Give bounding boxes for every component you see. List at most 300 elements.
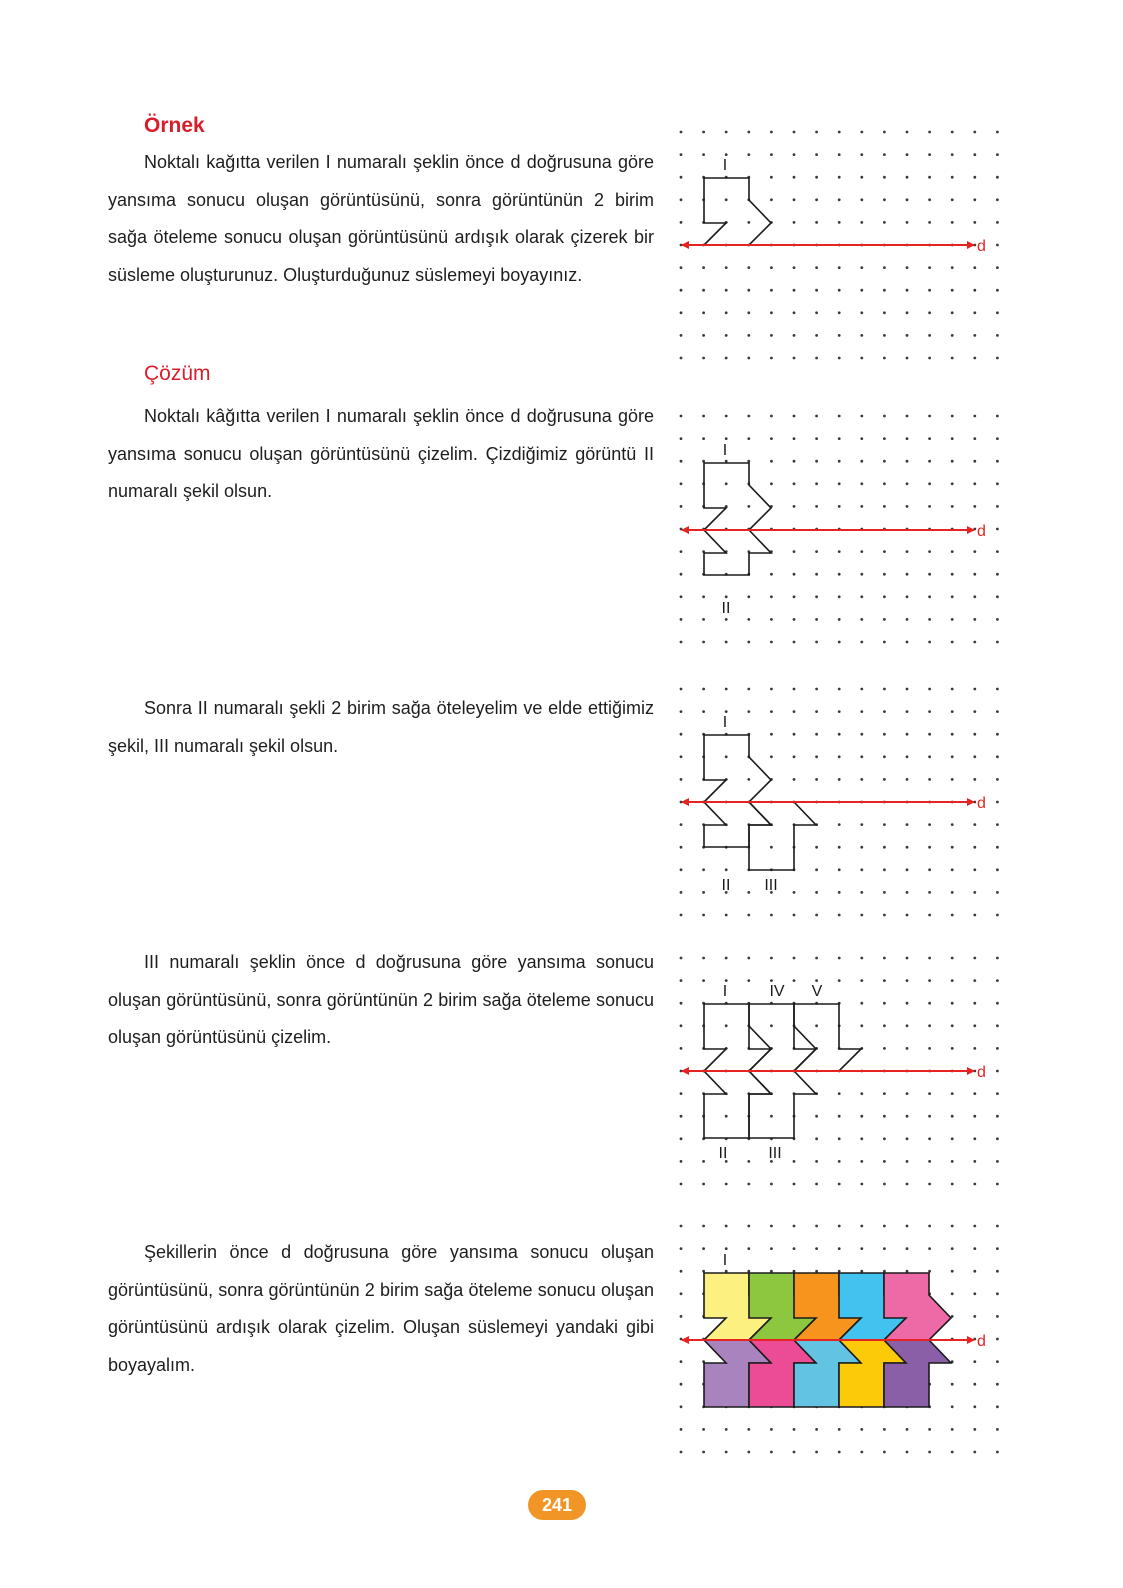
grid-dot — [838, 957, 841, 960]
grid-dot — [996, 334, 999, 337]
grid-dot — [951, 1183, 954, 1186]
grid-dot — [860, 755, 863, 758]
grid-dot — [793, 641, 796, 644]
grid-dot — [906, 846, 909, 849]
grid-dot — [680, 801, 683, 804]
grid-dot — [680, 823, 683, 826]
grid-dot — [770, 979, 773, 982]
grid-dot — [702, 460, 705, 463]
grid-dot — [928, 437, 931, 440]
grid-dot — [793, 979, 796, 982]
grid-dot — [747, 641, 750, 644]
grid-dot — [815, 755, 818, 758]
grid-dot — [770, 131, 773, 134]
grid-dot — [860, 437, 863, 440]
grid-dot — [770, 914, 773, 917]
grid-dot — [973, 221, 976, 224]
grid-dot — [973, 1024, 976, 1027]
grid-dot — [793, 437, 796, 440]
grid-dot — [725, 415, 728, 418]
grid-dot — [951, 1092, 954, 1095]
figure-5-top-tile-5 — [884, 1273, 951, 1340]
figure-4-shape-I — [704, 1004, 771, 1071]
grid-dot — [815, 153, 818, 156]
grid-dot — [747, 688, 750, 691]
grid-dot — [996, 1002, 999, 1005]
figure-1-label-I: I — [722, 157, 728, 174]
grid-dot — [838, 823, 841, 826]
grid-dot — [747, 266, 750, 269]
grid-dot — [883, 1137, 886, 1140]
grid-dot — [928, 957, 931, 960]
grid-dot — [838, 710, 841, 713]
grid-dot — [747, 710, 750, 713]
grid-dot — [996, 437, 999, 440]
grid-dot — [860, 846, 863, 849]
grid-dot — [906, 1183, 909, 1186]
grid-dot — [680, 1160, 683, 1163]
grid-dot — [973, 957, 976, 960]
grid-dot — [951, 1383, 954, 1386]
grid-dot — [838, 289, 841, 292]
grid-dot — [951, 846, 954, 849]
example-text: Noktalı kağıtta verilen I numaralı şeklin önce d doğrusuna göre yansıma sonucu oluşan görüntüsünü, sonra görüntünün 2 birim sağa öteleme sonucu oluşan görüntüsünü ardışık olarak çizerek bir süsleme oluşturunuz. Oluşturduğunuz süslemeyi boyayınız. — [108, 152, 654, 285]
grid-dot — [860, 733, 863, 736]
grid-dot — [725, 1270, 728, 1273]
grid-dot — [815, 221, 818, 224]
grid-dot — [680, 914, 683, 917]
grid-dot — [928, 1092, 931, 1095]
grid-dot — [906, 1225, 909, 1228]
grid-dot — [680, 437, 683, 440]
grid-dot — [996, 1024, 999, 1027]
grid-dot — [793, 755, 796, 758]
grid-dot — [973, 846, 976, 849]
grid-dot — [770, 573, 773, 576]
grid-dot — [815, 1115, 818, 1118]
grid-dot — [725, 1247, 728, 1250]
figure-5-label-I: I — [722, 1252, 728, 1269]
grid-dot — [725, 153, 728, 156]
grid-dot — [725, 266, 728, 269]
grid-dot — [996, 221, 999, 224]
grid-dot — [725, 131, 728, 134]
grid-dot — [680, 1137, 683, 1140]
grid-dot — [815, 957, 818, 960]
grid-dot — [747, 1183, 750, 1186]
grid-dot — [996, 482, 999, 485]
grid-dot — [770, 1024, 773, 1027]
grid-dot — [973, 1315, 976, 1318]
grid-dot — [906, 334, 909, 337]
grid-dot — [793, 415, 796, 418]
grid-dot — [928, 891, 931, 894]
grid-dot — [906, 1247, 909, 1250]
grid-dot — [680, 1360, 683, 1363]
grid-dot — [747, 1451, 750, 1454]
grid-dot — [906, 198, 909, 201]
grid-dot — [725, 1451, 728, 1454]
grid-dot — [996, 710, 999, 713]
grid-dot — [928, 289, 931, 292]
grid-dot — [838, 460, 841, 463]
grid-dot — [883, 1024, 886, 1027]
grid-dot — [838, 357, 841, 360]
grid-dot — [680, 131, 683, 134]
grid-dot — [680, 415, 683, 418]
grid-dot — [860, 460, 863, 463]
grid-dot — [860, 891, 863, 894]
grid-dot — [838, 914, 841, 917]
grid-dot — [906, 618, 909, 621]
grid-dot — [883, 357, 886, 360]
grid-dot — [906, 460, 909, 463]
grid-dot — [951, 957, 954, 960]
grid-dot — [996, 176, 999, 179]
grid-dot — [680, 198, 683, 201]
grid-dot — [928, 176, 931, 179]
grid-dot — [793, 311, 796, 314]
grid-dot — [860, 482, 863, 485]
grid-dot — [928, 1024, 931, 1027]
grid-dot — [906, 1270, 909, 1273]
grid-dot — [996, 846, 999, 849]
grid-dot — [702, 357, 705, 360]
grid-dot — [770, 198, 773, 201]
grid-dot — [951, 482, 954, 485]
grid-dot — [770, 957, 773, 960]
grid-dot — [702, 1183, 705, 1186]
grid-dot — [973, 1247, 976, 1250]
grid-dot — [702, 311, 705, 314]
grid-dot — [996, 1428, 999, 1431]
grid-dot — [951, 755, 954, 758]
grid-dot — [680, 289, 683, 292]
grid-dot — [883, 846, 886, 849]
grid-dot — [702, 289, 705, 292]
grid-dot — [815, 914, 818, 917]
grid-dot — [973, 710, 976, 713]
grid-dot — [747, 505, 750, 508]
grid-dot — [815, 1451, 818, 1454]
grid-dot — [906, 437, 909, 440]
grid-dot — [747, 460, 750, 463]
grid-dot — [702, 1270, 705, 1273]
grid-dot — [973, 334, 976, 337]
grid-dot — [883, 460, 886, 463]
grid-dot — [973, 891, 976, 894]
grid-dot — [951, 868, 954, 871]
grid-dot — [928, 618, 931, 621]
grid-dot — [702, 437, 705, 440]
grid-dot — [883, 505, 886, 508]
grid-dot — [815, 1247, 818, 1250]
grid-dot — [815, 846, 818, 849]
grid-dot — [815, 1225, 818, 1228]
grid-dot — [747, 778, 750, 781]
grid-dot — [860, 415, 863, 418]
grid-dot — [860, 595, 863, 598]
grid-dot — [680, 710, 683, 713]
grid-dot — [838, 1270, 841, 1273]
grid-dot — [747, 334, 750, 337]
grid-dot — [770, 1451, 773, 1454]
grid-dot — [680, 846, 683, 849]
grid-dot — [996, 957, 999, 960]
grid-dot — [747, 221, 750, 224]
grid-dot — [680, 1315, 683, 1318]
grid-dot — [883, 415, 886, 418]
grid-dot — [906, 289, 909, 292]
grid-dot — [883, 1428, 886, 1431]
grid-dot — [951, 1451, 954, 1454]
grid-dot — [702, 979, 705, 982]
grid-dot — [973, 1383, 976, 1386]
grid-dot — [725, 1428, 728, 1431]
grid-dot — [680, 1047, 683, 1050]
grid-dot — [928, 550, 931, 553]
grid-dot — [838, 550, 841, 553]
grid-dot — [906, 131, 909, 134]
grid-dot — [951, 1270, 954, 1273]
grid-dot — [838, 778, 841, 781]
grid-dot — [906, 357, 909, 360]
grid-dot — [883, 131, 886, 134]
figure-2 — [680, 415, 999, 644]
grid-dot — [996, 641, 999, 644]
grid-dot — [951, 1225, 954, 1228]
grid-dot — [770, 415, 773, 418]
grid-dot — [973, 1270, 976, 1273]
grid-dot — [973, 311, 976, 314]
grid-dot — [883, 176, 886, 179]
solution-step-4: Şekillerin önce d doğrusuna göre yansıma sonucu oluşan görüntüsünü, sonra görüntünün 2 birim sağa öteleme sonucu oluşan görüntüsünü ardışık olarak çizelim. Oluşan süslemeyi yandaki gibi boyayalım. — [108, 1242, 654, 1375]
grid-dot — [838, 1247, 841, 1250]
grid-dot — [951, 266, 954, 269]
grid-dot — [815, 550, 818, 553]
grid-dot — [838, 153, 841, 156]
figure-5 — [680, 1225, 999, 1454]
grid-dot — [973, 688, 976, 691]
grid-dot — [680, 1225, 683, 1228]
grid-dot — [815, 176, 818, 179]
grid-dot — [860, 573, 863, 576]
grid-dot — [770, 733, 773, 736]
grid-dot — [860, 957, 863, 960]
grid-dot — [770, 1225, 773, 1228]
grid-dot — [702, 334, 705, 337]
grid-dot — [793, 914, 796, 917]
grid-dot — [860, 1451, 863, 1454]
grid-dot — [747, 131, 750, 134]
grid-dot — [793, 618, 796, 621]
grid-dot — [680, 334, 683, 337]
grid-dot — [996, 1137, 999, 1140]
grid-dot — [815, 266, 818, 269]
grid-dot — [815, 482, 818, 485]
grid-dot — [793, 357, 796, 360]
example-heading: Örnek — [144, 114, 205, 137]
grid-dot — [973, 1137, 976, 1140]
grid-dot — [996, 1115, 999, 1118]
figure-3 — [680, 688, 999, 917]
grid-dot — [906, 221, 909, 224]
grid-dot — [793, 688, 796, 691]
grid-dot — [770, 266, 773, 269]
grid-dot — [680, 1024, 683, 1027]
grid-dot — [906, 573, 909, 576]
grid-dot — [747, 595, 750, 598]
grid-dot — [747, 311, 750, 314]
grid-dot — [680, 1451, 683, 1454]
grid-dot — [725, 755, 728, 758]
grid-dot — [883, 482, 886, 485]
grid-dot — [860, 688, 863, 691]
grid-dot — [996, 755, 999, 758]
grid-dot — [883, 1225, 886, 1228]
grid-dot — [883, 311, 886, 314]
grid-dot — [725, 868, 728, 871]
grid-dot — [951, 778, 954, 781]
grid-dot — [973, 289, 976, 292]
grid-dot — [702, 1428, 705, 1431]
figure-4-label-I: I — [722, 983, 728, 1000]
grid-dot — [906, 957, 909, 960]
grid-dot — [702, 868, 705, 871]
grid-dot — [928, 153, 931, 156]
grid-dot — [680, 891, 683, 894]
grid-dot — [951, 1115, 954, 1118]
grid-dot — [860, 550, 863, 553]
grid-dot — [973, 1428, 976, 1431]
grid-dot — [928, 573, 931, 576]
grid-dot — [815, 1137, 818, 1140]
grid-dot — [928, 755, 931, 758]
grid-dot — [973, 1002, 976, 1005]
grid-dot — [838, 979, 841, 982]
grid-dot — [906, 1137, 909, 1140]
grid-dot — [770, 1183, 773, 1186]
figure-2-label-I: I — [722, 442, 728, 459]
grid-dot — [906, 823, 909, 826]
grid-dot — [996, 311, 999, 314]
grid-dot — [883, 755, 886, 758]
grid-dot — [680, 153, 683, 156]
grid-dot — [680, 618, 683, 621]
grid-dot — [793, 595, 796, 598]
grid-dot — [996, 1047, 999, 1050]
grid-dot — [680, 1270, 683, 1273]
grid-dot — [860, 505, 863, 508]
grid-dot — [951, 311, 954, 314]
grid-dot — [702, 1451, 705, 1454]
grid-dot — [815, 778, 818, 781]
grid-dot — [680, 1183, 683, 1186]
solution-step-2: Sonra II numaralı şekli 2 birim sağa öteleyelim ve elde ettiğimiz şekil, III numaralı şekil olsun. — [108, 698, 654, 756]
grid-dot — [951, 550, 954, 553]
grid-dot — [928, 482, 931, 485]
grid-dot — [793, 573, 796, 576]
grid-dot — [906, 755, 909, 758]
grid-dot — [815, 733, 818, 736]
grid-dot — [838, 176, 841, 179]
grid-dot — [680, 755, 683, 758]
grid-dot — [928, 733, 931, 736]
grid-dot — [793, 289, 796, 292]
grid-dot — [883, 1247, 886, 1250]
figure-3-shape-III — [749, 802, 816, 870]
grid-dot — [973, 1292, 976, 1295]
grid-dot — [928, 334, 931, 337]
grid-dot — [883, 733, 886, 736]
grid-dot — [951, 573, 954, 576]
grid-dot — [680, 221, 683, 224]
grid-dot — [996, 153, 999, 156]
grid-dot — [951, 979, 954, 982]
grid-dot — [928, 505, 931, 508]
grid-dot — [815, 641, 818, 644]
grid-dot — [793, 710, 796, 713]
grid-dot — [793, 266, 796, 269]
grid-dot — [860, 1247, 863, 1250]
grid-dot — [883, 266, 886, 269]
grid-dot — [702, 131, 705, 134]
grid-dot — [793, 957, 796, 960]
grid-dot — [906, 176, 909, 179]
grid-dot — [928, 131, 931, 134]
grid-dot — [973, 733, 976, 736]
grid-dot — [883, 710, 886, 713]
grid-dot — [928, 868, 931, 871]
grid-dot — [770, 437, 773, 440]
grid-dot — [793, 153, 796, 156]
grid-dot — [702, 1160, 705, 1163]
grid-dot — [883, 221, 886, 224]
figure-5-bottom-tile-5 — [884, 1340, 951, 1407]
figure-3-label-III: III — [764, 877, 778, 894]
grid-dot — [996, 1338, 999, 1341]
grid-dot — [951, 595, 954, 598]
grid-dot — [815, 311, 818, 314]
grid-dot — [973, 357, 976, 360]
grid-dot — [680, 688, 683, 691]
grid-dot — [680, 573, 683, 576]
grid-dot — [928, 688, 931, 691]
grid-dot — [996, 505, 999, 508]
grid-dot — [702, 415, 705, 418]
grid-dot — [973, 1092, 976, 1095]
grid-dot — [770, 482, 773, 485]
grid-dot — [747, 891, 750, 894]
solution-heading: Çözüm — [144, 362, 211, 385]
grid-dot — [860, 1002, 863, 1005]
grid-dot — [883, 1160, 886, 1163]
grid-dot — [996, 1225, 999, 1228]
grid-dot — [725, 311, 728, 314]
grid-dot — [793, 1451, 796, 1454]
grid-dot — [793, 131, 796, 134]
grid-dot — [680, 957, 683, 960]
grid-dot — [883, 550, 886, 553]
grid-dot — [996, 1315, 999, 1318]
grid-dot — [793, 505, 796, 508]
grid-dot — [702, 1225, 705, 1228]
grid-dot — [973, 460, 976, 463]
grid-dot — [883, 1092, 886, 1095]
grid-dot — [996, 1070, 999, 1073]
grid-dot — [838, 198, 841, 201]
grid-dot — [906, 595, 909, 598]
